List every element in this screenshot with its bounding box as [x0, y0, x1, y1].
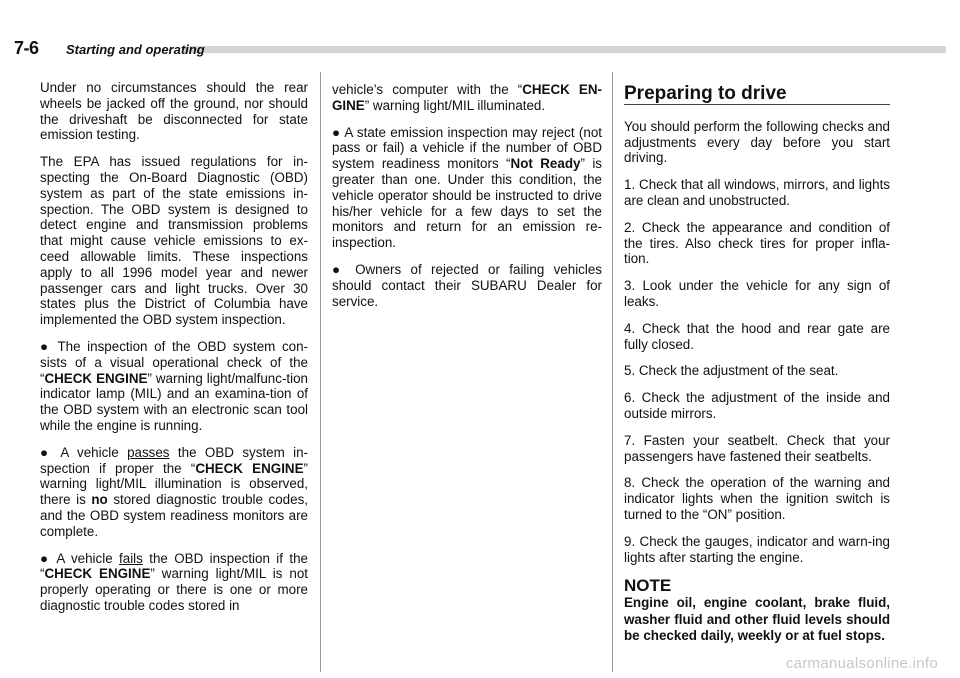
bullet-icon: ●	[40, 550, 51, 566]
checklist-item: 4. Check that the hood and rear gate are fully closed.	[624, 320, 890, 352]
bullet-icon: ●	[40, 444, 53, 460]
bullet-item: ● A vehicle fails the OBD inspection if the “CHECK ENGINE” warning light/MIL is not properly operating or there is one or more diagnostic trouble codes stored in	[40, 550, 308, 613]
bullet-icon: ●	[40, 338, 52, 354]
intro-paragraph: You should perform the following checks and adjustments every day before you start driving.	[624, 118, 890, 166]
checklist-item: 2. Check the appearance and condition of the tires. Also check tires for proper infla-tion.	[624, 219, 890, 267]
section-heading: Preparing to drive	[624, 86, 890, 105]
column-middle	[332, 82, 602, 320]
page-header	[14, 38, 946, 60]
column-right	[624, 83, 890, 645]
checklist-item: 7. Fasten your seatbelt. Check that your passengers have fastened their seatbelts.	[624, 432, 890, 464]
checklist	[624, 177, 890, 565]
column-divider	[320, 72, 321, 672]
bullet-item: ● A state emission inspection may reject (not pass or fail) a vehicle if the number of OBD system readiness monitors “Not Ready” is greater than one. Under this condition, the vehicle operator should be instructed to drive his/her vehicle for a few days to set the monitors and return for an emission re-inspection.	[332, 124, 602, 251]
bullet-icon: ●	[332, 261, 346, 277]
checklist-item: 1. Check that all windows, mirrors, and lights are clean and unobstructed.	[624, 177, 890, 208]
note-title: NOTE	[624, 576, 672, 596]
bullet-icon: ●	[332, 124, 341, 140]
paragraph: The EPA has issued regulations for in-specting the On-Board Diagnostic (OBD) system as part of the state emissions in-spection. The OBD system is designed to detect engine and transmission problems that might cause vehicle emissions to ex-ceed allowable limits. These inspections apply to all 1996 model year and newer passenger cars and light trucks. Over 30 states plus the District of Columbia have implemented the OBD system inspection.	[40, 154, 308, 328]
header-rule	[182, 46, 946, 53]
section-title: Starting and operating	[66, 42, 205, 57]
checklist-item: 9. Check the gauges, indicator and warn-ing lights after starting the engine.	[624, 533, 890, 565]
column-left	[40, 80, 308, 625]
note-text: Engine oil, engine coolant, brake fluid, washer fluid and other fluid levels should be checked daily, weekly or at fuel stops.	[624, 595, 890, 644]
checklist-item: 5. Check the adjustment of the seat.	[624, 363, 839, 379]
column-divider	[612, 72, 613, 672]
checklist-item: 6. Check the adjustment of the inside and outside mirrors.	[624, 390, 890, 421]
paragraph: vehicle’s computer with the “CHECK EN-GINE” warning light/MIL illuminated.	[332, 82, 602, 113]
checklist-item: 3. Look under the vehicle for any sign of leaks.	[624, 278, 890, 309]
watermark: carmanualsonline.info	[785, 655, 938, 672]
bullet-item: ● The inspection of the OBD system con-sists of a visual operational check of the “CHECK ENGINE” warning light/malfunc-tion indicator lamp (MIL) and an examina-tion of the OBD system with an electronic scan tool while the engine is running.	[40, 338, 309, 433]
bullet-item: ● Owners of rejected or failing vehicles should contact their SUBARU Dealer for service.	[332, 261, 602, 309]
page-number: 7-6	[14, 38, 39, 58]
checklist-item: 8. Check the operation of the warning and indicator lights when the ignition switch is turned to the “ON” position.	[624, 475, 890, 522]
bullet-item: ● A vehicle passes the OBD system in-spection if proper the “CHECK ENGINE” warning light/MIL illumination is observed, there is no stored diagnostic trouble codes, and the OBD system readiness monitors are complete.	[40, 444, 308, 539]
paragraph: Under no circumstances should the rear wheels be jacked off the ground, nor should the driveshaft be disconnected for state emission testing.	[40, 80, 308, 143]
